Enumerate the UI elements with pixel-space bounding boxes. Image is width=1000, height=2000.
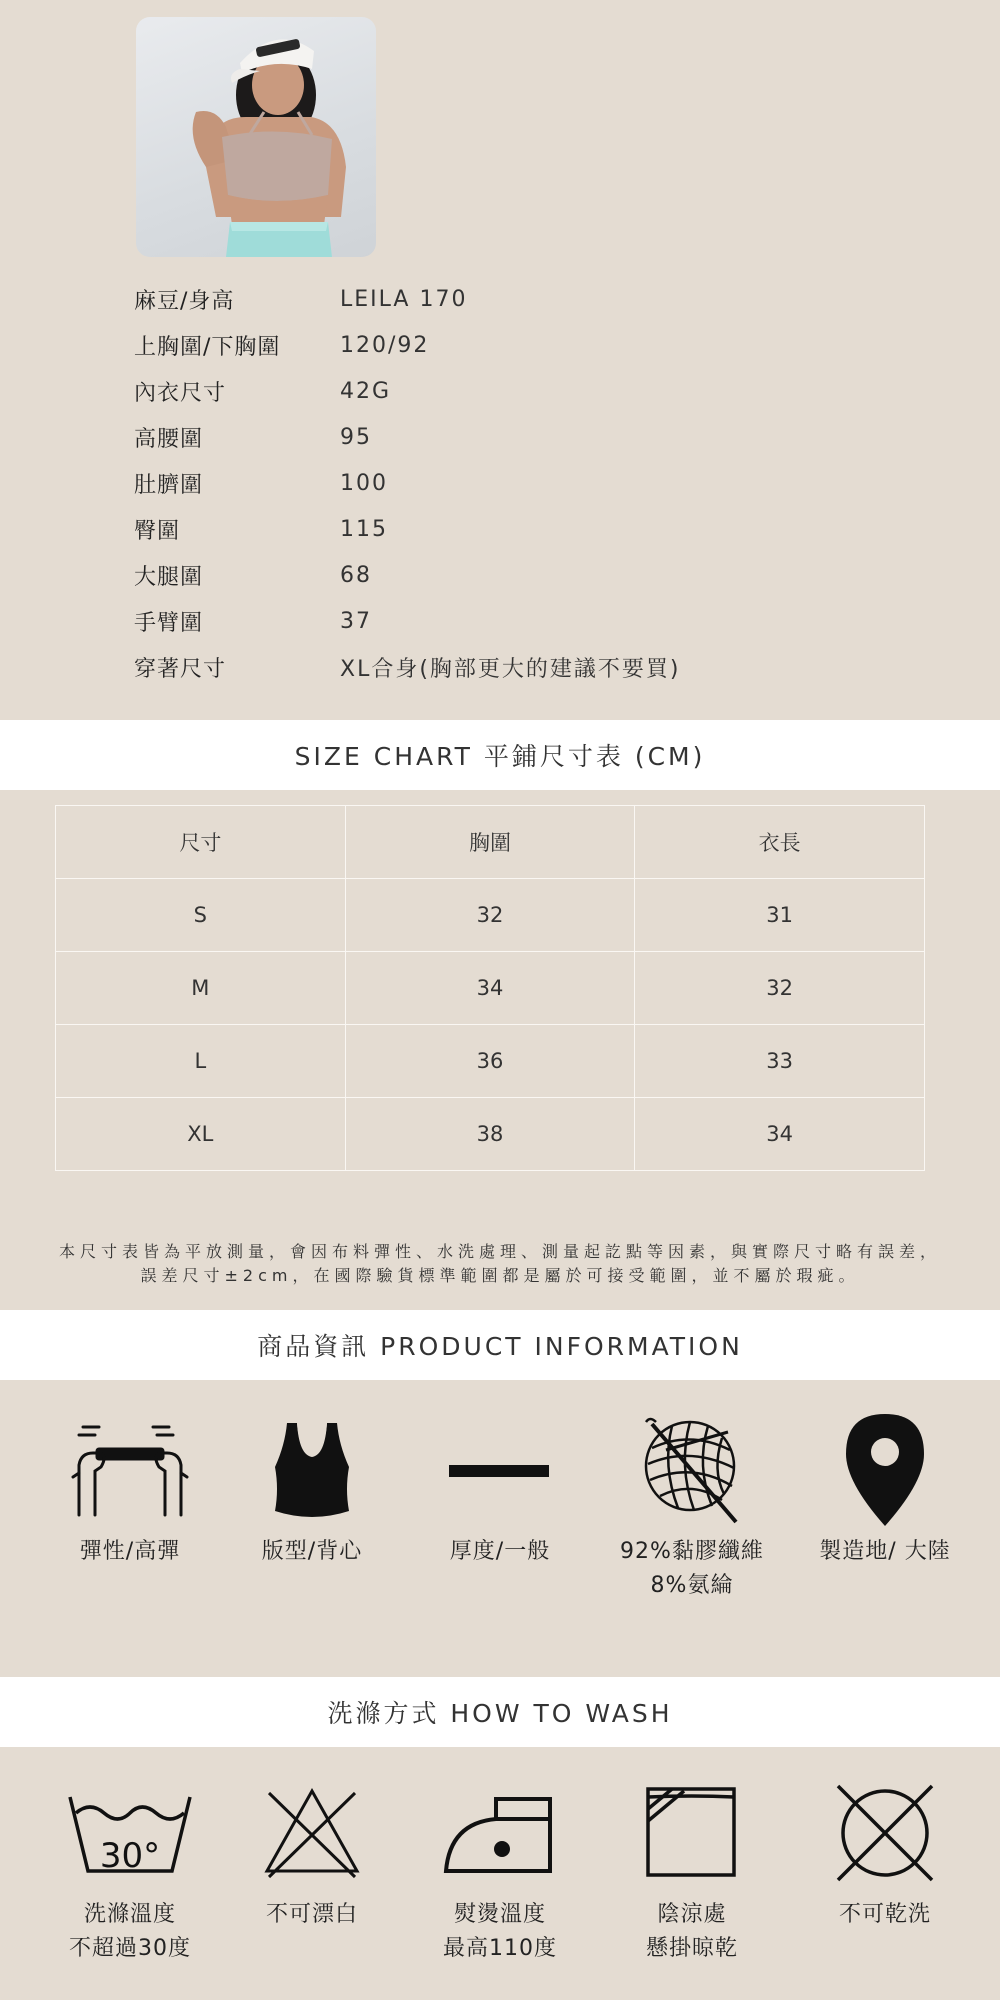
wash-temp-label: 30°: [99, 1836, 161, 1876]
spec-label: 高腰圍: [134, 426, 204, 452]
product-info-item: [785, 1405, 985, 1569]
info-label: 不可乾洗: [838, 1902, 931, 1927]
product-info-item: [30, 1405, 230, 1569]
spec-value: 115: [340, 516, 388, 542]
info-label: 洗滌溫度: [83, 1902, 176, 1927]
spec-row: [134, 414, 681, 460]
stretch-icon: [30, 1405, 230, 1535]
spec-value: 100: [340, 470, 388, 496]
product-info-item: [212, 1405, 412, 1569]
spec-label: 穿著尺寸: [134, 656, 227, 682]
info-label: 製造地/ 大陸: [819, 1539, 951, 1564]
spec-row: [134, 598, 681, 644]
spec-label: 大腿圍: [134, 564, 204, 590]
wash-item: [400, 1768, 600, 1966]
spec-label: 麻豆/身高: [134, 288, 235, 314]
table-cell: 32: [345, 879, 635, 952]
spec-value: 42G: [340, 378, 392, 404]
info-label: 92%黏膠纖維: [620, 1539, 764, 1564]
yarn-ball-icon: [592, 1405, 792, 1535]
info-label: 懸掛晾乾: [645, 1936, 738, 1961]
wash-title: 洗滌方式 HOW TO WASH: [0, 1677, 1000, 1747]
size-chart-title: SIZE CHART 平鋪尺寸表 (CM): [0, 720, 1000, 790]
spec-row: [134, 460, 681, 506]
wash-item: [592, 1768, 792, 1966]
table-row: [56, 1098, 925, 1171]
shade-dry-icon: [592, 1768, 792, 1898]
size-note: [0, 1240, 1000, 1288]
spec-value: LEILA 170: [340, 286, 468, 312]
iron-icon: [400, 1768, 600, 1898]
size-note-line: 本尺寸表皆為平放測量，會因布料彈性、水洗處理、測量起訖點等因素，與實際尺寸略有誤差，: [58, 1242, 941, 1261]
info-label: 陰涼處: [657, 1902, 727, 1927]
table-cell: 38: [345, 1098, 635, 1171]
wash-item: [212, 1768, 412, 1932]
spec-value: 68: [340, 562, 372, 588]
table-cell: XL: [56, 1098, 346, 1171]
table-row: [56, 1025, 925, 1098]
info-label: 最高110度: [443, 1936, 557, 1961]
product-info-item: [592, 1405, 792, 1603]
info-label: 版型/背心: [261, 1539, 363, 1564]
spec-row: [134, 322, 681, 368]
table-header-cell: 胸圍: [345, 806, 635, 879]
info-label: 8%氨綸: [650, 1573, 734, 1598]
table-header-cell: 衣長: [635, 806, 925, 879]
spec-row: [134, 644, 681, 690]
spec-row: [134, 506, 681, 552]
table-cell: 36: [345, 1025, 635, 1098]
table-cell: 34: [635, 1098, 925, 1171]
product-info-title: 商品資訊 PRODUCT INFORMATION: [0, 1310, 1000, 1380]
spec-value: 95: [340, 424, 372, 450]
tank-top-icon: [212, 1405, 412, 1535]
table-cell: M: [56, 952, 346, 1025]
spec-value: 37: [340, 608, 372, 634]
spec-label: 上胸圍/下胸圍: [134, 334, 281, 360]
table-cell: 34: [345, 952, 635, 1025]
model-photo: [136, 17, 376, 257]
table-header-cell: 尺寸: [56, 806, 346, 879]
wash-tub-icon: [30, 1768, 230, 1898]
spec-value: 120/92: [340, 332, 430, 358]
table-cell: L: [56, 1025, 346, 1098]
product-info-item: [400, 1405, 600, 1569]
wash-item: [785, 1768, 985, 1932]
no-dry-clean-icon: [785, 1768, 985, 1898]
spec-label: 臀圍: [134, 518, 181, 544]
size-chart-table: [55, 805, 925, 1171]
spec-label: 肚臍圍: [134, 472, 204, 498]
table-cell: 32: [635, 952, 925, 1025]
table-row: [56, 879, 925, 952]
table-cell: S: [56, 879, 346, 952]
spec-label: 內衣尺寸: [134, 380, 227, 406]
info-label: 不超過30度: [69, 1936, 191, 1961]
table-header-row: [56, 806, 925, 879]
location-pin-icon: [785, 1405, 985, 1535]
info-label: 熨燙溫度: [453, 1902, 546, 1927]
model-specs: [134, 276, 681, 690]
size-note-line: 誤差尺寸±2cm，在國際驗貨標準範圍都是屬於可接受範圍，並不屬於瑕疵。: [140, 1266, 860, 1285]
wash-item: [30, 1768, 230, 1966]
spec-label: 手臂圍: [134, 610, 204, 636]
spec-row: [134, 552, 681, 598]
info-label: 彈性/高彈: [79, 1539, 181, 1564]
table-row: [56, 952, 925, 1025]
table-cell: 31: [635, 879, 925, 952]
spec-value: XL合身(胸部更大的建議不要買): [340, 656, 681, 682]
thickness-icon: [400, 1405, 600, 1535]
spec-row: [134, 368, 681, 414]
table-cell: 33: [635, 1025, 925, 1098]
info-label: 不可漂白: [265, 1902, 358, 1927]
info-label: 厚度/一般: [449, 1539, 551, 1564]
spec-row: [134, 276, 681, 322]
no-bleach-icon: [212, 1768, 412, 1898]
